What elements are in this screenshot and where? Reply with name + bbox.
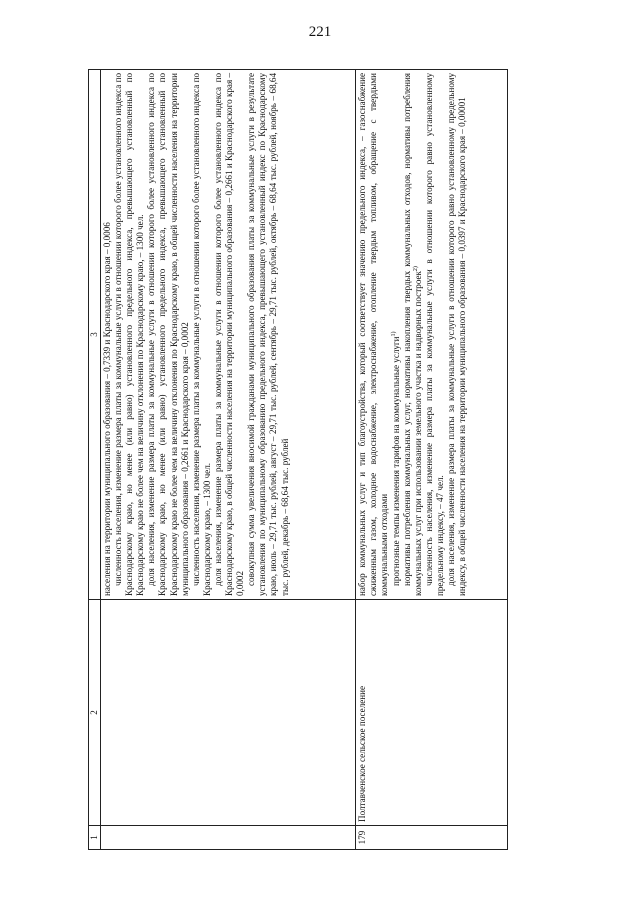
footnote-marker: 1) (390, 331, 397, 337)
table-row (356, 70, 508, 850)
footnote-marker: 2) (412, 266, 419, 272)
description-paragraph: доля населения, изменение размера платы за коммунальные услуги в отношении которого более установленного индекса по Краснодарскому краю, в общей численности населения на территории муниципального образования – 0,2661 и Краснодарского края – 0,0002 (212, 73, 246, 596)
row-number-cell: 179 (356, 826, 508, 850)
description-paragraph: нормативы потребления коммунальных услуг, нормативы накопления твердых коммунальных отходов, нормативы потребления коммунальных услуг при использовании земельного участка и надворных построек$^{2)}$ (401, 73, 423, 596)
description-paragraph: численность населения, изменение размера платы за коммунальные услуги в отношении которого равно установленному предельному индексу, – 47 чел. (423, 73, 445, 596)
description-cell (101, 70, 356, 600)
table-header-row (89, 70, 101, 850)
header-col-1: 1 (89, 826, 101, 850)
table-row (101, 70, 356, 850)
description-paragraph: доля населения, изменение размера платы за коммунальные услуги в отношении которого более установленного индекса по Краснодарскому краю, но менее (или равно) установленного предельного индекса, превышающего установленный по Краснодарскому краю не более чем на величину отклонения по Краснодарскому краю, в общей численности населения на территории муниципального образования – 0,2661 и Краснодарского края – 0,0002 (146, 73, 190, 596)
table-body (101, 70, 508, 850)
settlement-name-cell: Полтавченское сельское поселение (356, 600, 508, 826)
rotated-table-container (88, 70, 508, 850)
description-paragraph: численность населения, изменение размера платы за коммунальные услуги в отношении которого более установленного индекса по Краснодарскому краю, – 1300 чел. (190, 73, 212, 596)
description-paragraph: прогнозные темпы изменения тарифов на коммунальные услуги$^{1)}$ (390, 331, 401, 586)
description-paragraph: населения на территории муниципального образования – 0,7339 и Краснодарского края – 0,0006 (102, 222, 112, 596)
rotated-table-area (88, 70, 508, 850)
description-paragraph: набор коммунальных услуг и тип благоустройства, который соответствует значению предельного индекса, – газоснабжение сжиженным газом, холодное водоснабжение, электроснабжение, отопление твердым топливом, обращение с твердыми коммунальными отходами (357, 73, 390, 596)
description-paragraph: доля населения, изменение размера платы за коммунальные услуги в отношении которого равно установленному предельному индексу, в общей численности населения на территории муниципального образования – 0,0397 и Краснодарского края – 0,00001 (445, 73, 468, 596)
description-paragraph: численность населения, изменение размера платы за коммунальные услуги в отношении которого более установленного индекса по Краснодарскому краю, но менее (или равно) установленного предельного индекса, превышающего установленный по Краснодарскому краю не более чем на величину отклонения по Краснодарскому краю, – 1300 чел. (113, 73, 146, 596)
header-col-3: 3 (89, 70, 101, 600)
description-paragraph: совокупная сумма увеличения вносимой гражданами муниципального образования платы за коммунальные услуги в результате установления по муниципальному образованию предельного индекса, превышающего установленный индекс по Краснодарскому краю, июль – 29,71 тыс. рублей, август – 29,71 тыс. рублей, сентябрь – 29,71 тыс. рублей, октябрь – 68,64 тыс. рублей, ноябрь – 68,64 тыс. рублей, декабрь – 68,64 тыс. рублей (246, 73, 290, 596)
page-number: 221 (308, 24, 332, 40)
header-col-2: 2 (89, 600, 101, 826)
data-table (88, 69, 508, 850)
settlement-name-cell (101, 600, 356, 826)
description-cell (356, 70, 508, 600)
row-number-cell (101, 826, 356, 850)
